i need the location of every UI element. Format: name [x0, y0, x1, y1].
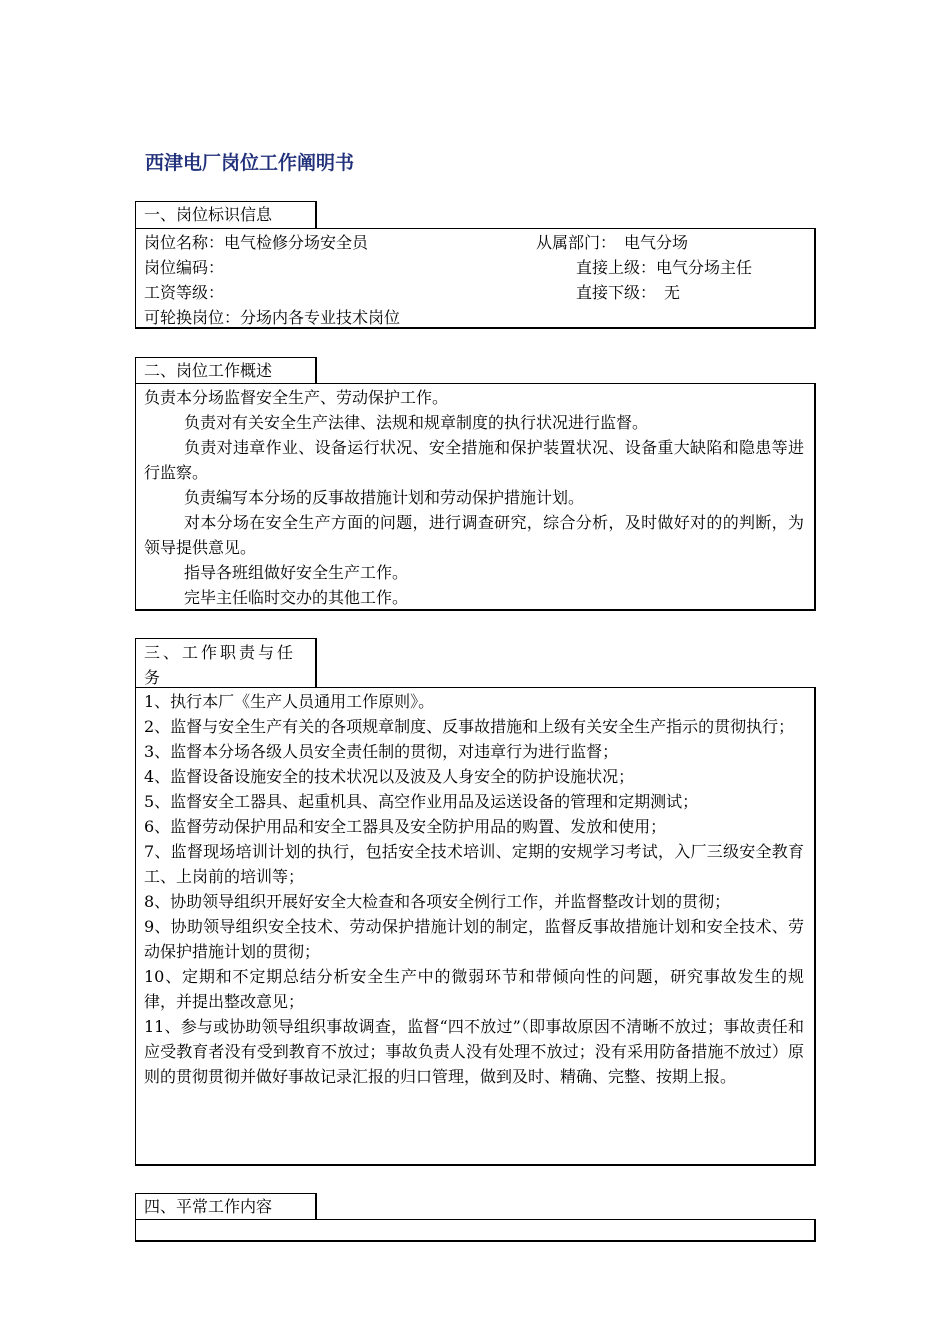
duty-item: 2、监督与安全生产有关的各项规章制度、反事故措施和上级有关安全生产指示的贯彻执行；: [144, 717, 795, 736]
duty-item: 7、监督现场培训计划的执行，包括安全技术培训、定期的安规学习考试，入厂三级安全教育工、上岗前的培训等；: [144, 842, 804, 886]
section-2-box: [135, 383, 816, 611]
salary-grade: 工资等级：: [144, 283, 225, 302]
direct-subordinate: 直接下级： 无: [576, 283, 681, 302]
row-salary-grade: [144, 280, 804, 305]
overview-line: 负责对违章作业、设备运行状况、安全措施和保护装置状况、设备重大缺陷和隐患等进行监察。: [144, 438, 804, 482]
overview-line: 完毕主任临时交办的其他工作。: [184, 588, 409, 607]
section-3-box: [135, 687, 816, 1166]
duty-item: 5、监督安全工器具、起重机具、高空作业用品及运送设备的管理和定期测试；: [144, 792, 699, 811]
duty-item: 6、监督劳动保护用品和安全工器具及安全防护用品的购置、发放和使用；: [144, 817, 667, 836]
section-1-box: [135, 228, 816, 329]
duty-item: 8、协助领导组织开展好安全大检查和各项安全例行工作，并监督整改计划的贯彻；: [144, 892, 731, 911]
section-2-label: 二、岗位工作概述: [135, 357, 317, 384]
duty-item: 1、执行本厂《生产人员通用工作原则》。: [144, 692, 435, 711]
duty-item: 11、参与或协助领导组织事故调查，监督“四不放过”（即事故原因不清晰不放过；事故责任和应受教育者没有受到教育不放过；事故负责人没有处理不放过；没有采用防备措施不放过）原则的贯彻贯彻并做好事故记录汇报的归口管理，做到及时、精确、完整、按期上报。: [144, 1017, 804, 1086]
position-code: 岗位编码：: [144, 258, 225, 277]
duty-item: 3、监督本分场各级人员安全责任制的贯彻，对违章行为进行监督；: [144, 742, 619, 761]
overview-line: 负责编写本分场的反事故措施计划和劳动保护措施计划。: [184, 488, 585, 507]
overview-line: 负责本分场监督安全生产、劳动保护工作。: [144, 388, 449, 407]
row-position-code: [144, 255, 804, 280]
direct-superior: 直接上级：电气分场主任: [576, 258, 753, 277]
row-position-name: [144, 230, 804, 255]
section-4-label: 四、平常工作内容: [135, 1193, 317, 1220]
position-name: 岗位名称：电气检修分场安全员: [144, 233, 369, 252]
section-1-label: 一、岗位标识信息: [135, 201, 317, 229]
duty-item: 9、协助领导组织安全技术、劳动保护措施计划的制定，监督反事故措施计划和安全技术、劳动保护措施计划的贯彻；: [144, 917, 804, 961]
duty-item: 10、定期和不定期总结分析安全生产中的微弱环节和带倾向性的问题，研究事故发生的规律，并提出整改意见；: [144, 967, 804, 1011]
duty-item: 4、监督设备设施安全的技术状况以及波及人身安全的防护设施状况；: [144, 767, 635, 786]
overview-line: 负责对有关安全生产法律、法规和规章制度的执行状况进行监督。: [184, 413, 649, 432]
overview-line: 对本分场在安全生产方面的问题，进行调查研究，综合分析，及时做好对的的判断，为领导提供意见。: [144, 513, 804, 557]
rotation-positions: 可轮换岗位：分场内各专业技术岗位: [144, 308, 401, 327]
section-4-box: [135, 1219, 816, 1242]
department: 从属部门： 电气分场: [536, 233, 689, 252]
page-title: 西津电厂岗位工作阐明书: [145, 152, 355, 174]
row-rotation: [144, 305, 804, 330]
section-3-label: 三、工作职责与任务: [135, 638, 317, 688]
overview-line: 指导各班组做好安全生产工作。: [184, 563, 409, 582]
